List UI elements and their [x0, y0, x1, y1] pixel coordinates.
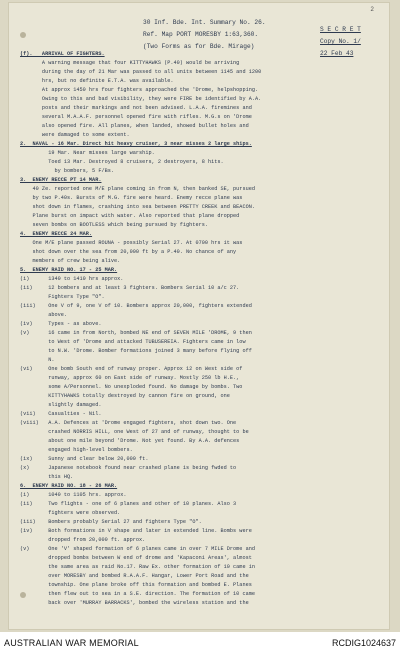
section-heading: 3. ENEMY RECCE PT 14 MAR.	[20, 177, 102, 183]
text-line: by bombers, 5 F/Bs.	[20, 168, 114, 174]
copy-number: Copy No. 1/	[320, 38, 361, 45]
text-line: (i) 1340 to 1410 hrs approx.	[20, 276, 124, 282]
text-line: runway, approx 60 on East side of runway. Mostly 250 lb H.E.,	[20, 375, 240, 381]
document-date: 22 Feb 43	[320, 50, 354, 57]
map-reference: Ref. Map PORT MORESBY 1:63,360.	[143, 31, 259, 38]
text-line: 40 Ze. reported one M/E plane coming in from N, then banked SE, pursued	[20, 186, 255, 192]
text-line: were damaged to some extent.	[20, 132, 130, 138]
text-line: back over 'MURRAY BARRACKS', bombed the wireless station and the	[20, 600, 249, 606]
text-line: A warning message that four KITTYHAWKS (P.40) would be arriving	[20, 60, 240, 66]
text-line: (v) One 'V' shaped formation of 6 planes came in over 7 MILE Drome and	[20, 546, 255, 552]
text-line: (ii) Two flights - one of 6 planes and other of 10 planes. Also 3	[20, 501, 237, 507]
text-line: this HQ.	[20, 474, 74, 480]
text-line: KITTYHAWKS totally destroyed by cannon fire on ground, one	[20, 393, 230, 399]
archive-footer	[0, 632, 400, 653]
section-heading: (f). ARRIVAL OF FIGHTERS.	[20, 51, 105, 57]
text-line: during the day of 21 Mar was passed to all units between 1145 and 1200	[20, 69, 262, 75]
text-line: dropped bombs between W end of drome and 'Kapaconi Areas', almost	[20, 555, 252, 561]
text-line: (i) 1040 to 1105 hrs. approx.	[20, 492, 127, 498]
summary-title: 30 Inf. Bde. Int. Summary No. 26.	[143, 19, 266, 26]
archive-name: AUSTRALIAN WAR MEMORIAL	[4, 638, 139, 648]
forms-note: (Two Forms as for Bde. Mirage)	[143, 43, 255, 50]
text-line: by two P.40s. Bursts of M.G. fire were heard. Enemy recce plane was	[20, 195, 243, 201]
text-line: Toed 13 Mar. Destroyed 8 cruisers, 2 destroyers, 8 hits.	[20, 159, 224, 165]
text-line: (vii) Casualties - Nil.	[20, 411, 102, 417]
archive-reference: RCDIG1024637	[331, 638, 396, 648]
text-line: slightly damaged.	[20, 402, 102, 408]
text-line: (ix) Sunny and clear below 20,000 ft.	[20, 456, 149, 462]
text-line: fighters were observed.	[20, 510, 121, 516]
text-line: dropped from 20,000 ft. approx.	[20, 537, 146, 543]
text-line: then flew out to sea in a S.E. direction. The formation of 10 came	[20, 591, 255, 597]
text-line: about one mile beyond 'Drome. Not yet found. By A.A. defences	[20, 438, 240, 444]
text-line: (iv) Both formations in V shape and later in extended line. Bombs were	[20, 528, 252, 534]
text-line: posts and their markings and not been advised. L.A.A. firemines and	[20, 105, 252, 111]
text-line: shot down in flames, crashing into sea between PRETTY CREEK and BEACON.	[20, 204, 255, 210]
classification: S E C R E T	[320, 26, 361, 33]
text-line: engaged high-level bombers.	[20, 447, 133, 453]
text-line: some A/Personnel. No unexploded found. No damage by bombs. Two	[20, 384, 243, 390]
text-line: the same area as raid No.17. Raw Ex. other formation of 10 came in	[20, 564, 255, 570]
text-line: 19 Mar. Near misses large warship.	[20, 150, 155, 156]
text-line: hrs, but no definite E.T.A. was available.	[20, 78, 174, 84]
document-page	[8, 2, 390, 630]
text-line: several M.A.A.F. personnel opened fire with rifles. M.G.s on 'Drome	[20, 114, 252, 120]
text-line: Plane burst on impact with water. Also reported that plane dropped	[20, 213, 240, 219]
text-line: (iii) Bombers probably Serial 27 and fighters Type "O".	[20, 519, 202, 525]
text-line: above.	[20, 312, 67, 318]
text-line: (iii) One V of 9, one V of 10. Bombers approx 20,000, fighters extended	[20, 303, 252, 309]
text-line: (viii) A.A. Defences at 'Drome engaged fighters, shot down two. One	[20, 420, 237, 426]
text-line: also opened fire. All planes, when landed, showed bullet holes and	[20, 123, 249, 129]
text-line: to N.W. 'Drome. Bomber formations joined 3 many before flying off	[20, 348, 252, 354]
text-line: Owing to this and bad visibility, they were FIRE be identified by A.A.	[20, 96, 262, 102]
text-line: (vi) One bomb South end of runway proper. Approx 12 on West side of	[20, 366, 243, 372]
text-line: One M/E plane passed ROUNA - possibly Serial 27. At 0700 hrs it was	[20, 240, 243, 246]
text-line: (ii) 12 bombers and at least 3 fighters. Bombers Serial 10 a/c 27.	[20, 285, 240, 291]
section-heading: 6. ENEMY RAID NO. 18 - 26 MAR.	[20, 483, 118, 489]
section-heading: 2. NAVAL - 16 Mar. Direct hit heavy cruiser, 3 near misses 2 large ships.	[20, 141, 252, 147]
text-line: N.	[20, 357, 55, 363]
text-line: over MORESBY and bombed R.A.A.F. Hangar, Lower Port Road and the	[20, 573, 249, 579]
page-number: 2	[370, 6, 374, 13]
text-line: shot down over the sea from 20,000 ft by a P.40. No chance of any	[20, 249, 237, 255]
section-heading: 4. ENEMY RECCE 24 MAR.	[20, 231, 93, 237]
text-line: to West of 'Drome and attacked TUBUSEREIA. Fighters came in low	[20, 339, 246, 345]
text-line: (iv) Types - as above.	[20, 321, 102, 327]
text-line: (x) Japanese notebook found near crashed plane is being fwded to	[20, 465, 237, 471]
text-line: crashed NORRIS HILL, one West of 27 and of runway, thought to be	[20, 429, 249, 435]
text-line: At approx 1450 hrs four fighters approached the 'Drome, helpshopping.	[20, 87, 259, 93]
text-line: seven bombs on BOOTLESS which being pursued by fighters.	[20, 222, 208, 228]
text-line: members of crew being alive.	[20, 258, 121, 264]
section-heading: 5. ENEMY RAID NO. 17 - 25 MAR.	[20, 267, 118, 273]
text-line: township. One plane broke off this formation and bombed E. Planes	[20, 582, 252, 588]
text-line: (v) 16 came in from North, bombed NE end of SEVEN MILE 'DROME, 9 then	[20, 330, 252, 336]
text-line: Fighters Type "O".	[20, 294, 105, 300]
